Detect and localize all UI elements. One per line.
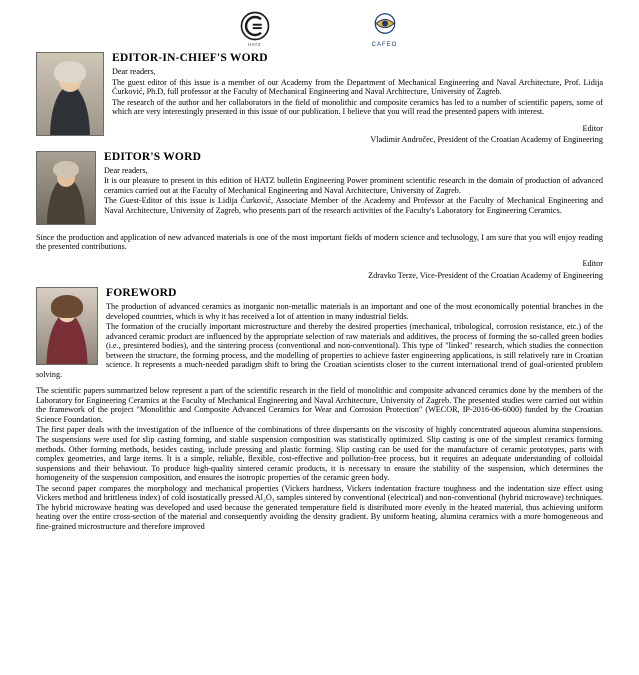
- paragraph: The guest editor of this issue is a member of our Academy from the Department of Mechanical Engineering and Naval Architecture, Prof. Lidija Ćurković, Ph.D, full professor at the Faculty of Mechanical Engineering and Naval Architecture, University of Zagreb.: [112, 77, 603, 97]
- editor-portrait: [36, 151, 96, 225]
- signature-role: Editor: [582, 258, 603, 268]
- guest-editor-portrait: [36, 287, 98, 365]
- paragraph: Since the production and application of new advanced materials is one of the most important fields of modern science and technology, I am sure that you will enjoy reading the presented contributions.: [36, 232, 603, 252]
- signature-name: Zdravko Terze, Vice-President of the Croatian Academy of Engineering: [368, 270, 603, 280]
- section-foreword: [36, 287, 603, 380]
- logo-cafeo: [370, 10, 400, 48]
- header-logos: [0, 0, 639, 52]
- section-title: FOREWORD: [106, 287, 177, 300]
- logo-hatz: [240, 11, 270, 47]
- paragraph: The research of the author and her collaborators in the field of monolithic and composite ceramics has led to a number of scientific papers, some of which are very interestingly presented in this issue of our publication. I believe that you will read the presented papers with interest.: [112, 97, 603, 117]
- paragraph: The formation of the crucially important microstructure and thereby the desired properties (mechanical, tribological, corrosion resistance, etc.) of the advanced ceramic product are influenced by the appropriate selection of raw materials and additives, the process of forming the so-called green bodies (i.e., presintered bodies), and the sintering process (conventional and non-conventional). This type of "linked" research, which studies the connection between the structure, the forming process, and the modelling of properties to achieve faster engineering applications, is still relatively rare in Croatian science. It represents a much-needed paradigm shift to bring the Croatian scientists closer to the current international trend of goal-oriented problem solving.: [36, 322, 603, 379]
- paragraph: The second paper compares the morphology and mechanical properties (Vickers hardness, Vickers indentation fracture toughness and the indentation size effect using Vickers method and brittleness index) of cold isostatically pressed Al₂O₃ samples sintered by conventional (electrical) and non-conventional (hybrid microwave) techniques. The hybrid microwave heating was developed and used because the generated temperature field is distributed more evenly in the heated material, thus achieving uniform heating over the entire cross-section of the material and consequently avoiding the density gradient. By uniform heating, alumina ceramics with a more homogeneous and fine-grained microstructure and therefore improved: [36, 483, 603, 531]
- paragraph: The Guest-Editor of this issue is Lidija Ćurković, Associate Member of the Academy and Professor at the Faculty of Mechanical Engineering and Naval Architecture, University of Zagreb, who presents part of the research activities of the Faculty's Laboratory for Engineering Ceramics.: [104, 196, 603, 215]
- cafeo-logo-icon: [370, 10, 400, 40]
- hatz-logo-caption: HATZ: [247, 41, 262, 47]
- paragraph: The production of advanced ceramics as inorganic non-metallic materials is an important and one of the most economically potential branches in the developed countries, which is why it has received a lot of attention in many industrial fields.: [106, 302, 603, 321]
- section-title: EDITOR-IN-CHIEF'S WORD: [112, 52, 268, 64]
- section-title: EDITOR'S WORD: [104, 150, 202, 163]
- salutation: Dear readers,: [104, 165, 148, 175]
- salutation: Dear readers,: [112, 67, 156, 76]
- paragraph: The first paper deals with the investigation of the influence of the combinations of three dispersants on the viscosity of highly concentrated aqueous alumina suspensions. The suspensions were used for slip casting forming, and stable suspension composition was statistically optimized. Slip casting is one of the simplest ceramics forming methods. Other forming methods, besides casting, include pressing and plastic forming. Slip casting can be used for the manufacture of ceramic prototypes, parts with complex geometries, and large items. It is a simple, reliable, flexible, cost-effective and pollution-free process, but it requires an adequate understanding of colloidal suspensions and their behaviour. To produce high-quality sintered ceramic products, it is necessary to ensure the stability of the suspension, which determines the homogeneity of the suspension composition, and ensures the isotropic properties of the ceramic green body.: [36, 425, 603, 483]
- signature-role: Editor: [582, 123, 603, 133]
- cafeo-logo-caption: CAFEO: [371, 42, 398, 48]
- hatz-logo-icon: [240, 11, 270, 41]
- paragraph: It is our pleasure to present in this edition of HATZ bulletin Engineering Power prominent scientific research in the domain of production of advanced ceramics carried out at the Faculty of Mechanical Engineering and Naval Architecture, University of Zagreb.: [104, 176, 603, 195]
- section-editors-word: [36, 151, 603, 227]
- signature-name: Vladimir Andročec, President of the Croatian Academy of Engineering: [370, 135, 603, 145]
- section-editor-in-chief: [36, 52, 603, 145]
- editor-in-chief-portrait: [36, 52, 104, 136]
- paragraph: The scientific papers summarized below represent a part of the scientific research in the field of monolithic and composite advanced ceramics done by the members of the Laboratory for Engineering Ceramics at the Faculty of Mechanical Engineering and Naval Architecture, University of Zagreb. The presented studies were carried out within the framework of the project "Monolithic and Composite Advanced Ceramics for Wear and Corrosion Protection" (WECOR, IP-2016-06-6000) funded by the Croatian Science Foundation.: [36, 386, 603, 424]
- document-content: [0, 52, 639, 531]
